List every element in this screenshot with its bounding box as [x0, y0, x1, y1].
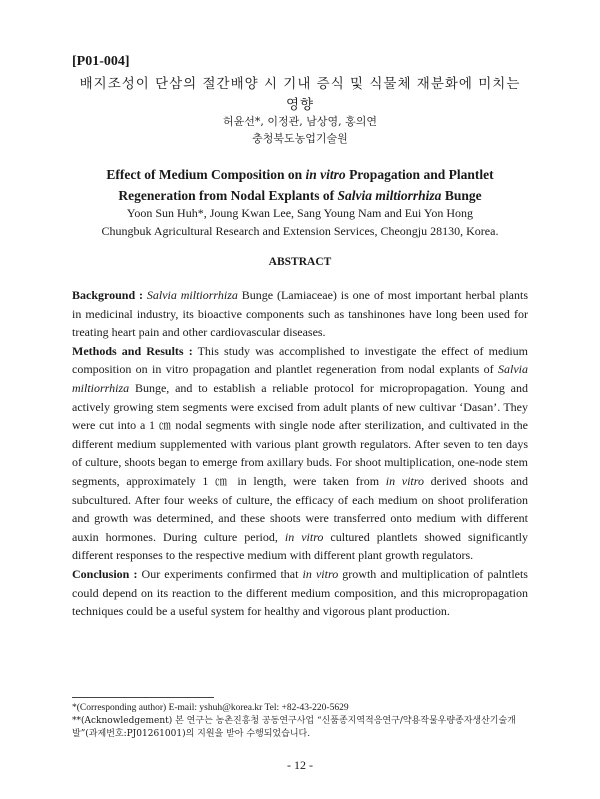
methods-text: cultured plantlets showed significantly different responses to the respective medium with different plant growth regulators. — [72, 529, 528, 563]
footnote-divider — [72, 697, 214, 698]
korean-title: 배지조성이 단삼의 절간배양 시 기내 증식 및 식물체 재분화에 미치는 영향 — [79, 76, 521, 113]
background-label: Background : — [72, 288, 144, 302]
methods-paragraph — [72, 342, 528, 565]
title-part: Effect of Medium Composition on — [106, 167, 306, 182]
conclusion-label: Conclusion : — [72, 566, 138, 581]
title-italic: in vitro — [305, 167, 346, 182]
methods-label: Methods and Results : — [72, 343, 193, 358]
abstract-body — [72, 286, 528, 621]
poster-code: [P01-004] — [72, 54, 130, 69]
methods-text: Bunge, and to establish a reliable protocol for micropropagation. Young and actively growing stem segments were excised from adult plants of new cultivar ‘Dasan’. They were cut into a 1 ㎝ nodal segments with single node after sterilization, and cultivated in the different medium supplemented with various plant growth regulators. After seven to ten days of culture, shoots began to emerge from axillary buds. For shoot multiplication, one-node stem segments, approximately 1 ㎝ in length, were taken from — [72, 380, 528, 488]
in-vitro-italic: in vitro — [385, 473, 424, 488]
in-vitro-italic: in vitro — [302, 566, 339, 581]
english-affiliation: Chungbuk Agricultural Research and Extension Services, Cheongju 28130, Korea. — [101, 224, 499, 238]
title-part: Propagation and Plantlet Regeneration from Nodal Explants of — [118, 167, 494, 203]
korean-affiliation: 충청북도농업기술원 — [252, 132, 348, 145]
in-vitro-italic: in vitro — [284, 529, 324, 544]
page-number: - 12 - — [287, 758, 313, 772]
acknowledgement-footnote: **(Acknowledgement) 본 연구는 농촌진흥청 공동연구사업 “신품종지역적응연구/약용작물우량종자생산기술개발”(과제번호:PJ01261001)의 지원을 받아 수행되었습니다. — [72, 716, 516, 739]
english-authors: Yoon Sun Huh*, Joung Kwan Lee, Sang Young Nam and Eui Yon Hong — [126, 206, 474, 220]
abstract-heading: ABSTRACT — [268, 256, 332, 268]
species-name: Salvia miltiorrhiza — [72, 362, 528, 395]
corresponding-footnote: *(Corresponding author) E-mail: yshuh@korea.kr Tel: +82-43-220-5629 — [72, 703, 349, 713]
methods-text: derived shoots and subcultured. After four weeks of culture, the efficacy of each medium on shoot proliferation and growth was determined, and these shoots were transferred onto medium with different auxin hormones. During culture period, — [72, 473, 528, 544]
background-paragraph — [72, 286, 528, 342]
methods-text: This study was accomplished to investigate the effect of medium composition on in vitro propagation and plantlet regeneration from nodal explants of — [72, 343, 528, 377]
conclusion-paragraph — [72, 565, 528, 621]
korean-authors: 허윤선*, 이정관, 남상영, 홍의연 — [223, 115, 377, 128]
background-text: Bunge (Lamiaceae) is one of most important herbal plants in medicinal industry, its bioactive components such as tanshinones have long been used for treating heart pain and other cardiovascular diseases. — [72, 288, 529, 340]
species-name: Salvia miltiorrhiza — [146, 288, 238, 302]
title-part: Bunge — [441, 188, 482, 203]
conclusion-text: growth and multiplication of palntlets could depend on its reaction to the different medium composition, and this micropropagation techniques could be a useful system for healthy and vigorous plant production. — [72, 566, 528, 619]
english-title — [70, 164, 530, 206]
title-species: Salvia miltiorrhiza — [337, 188, 442, 203]
conclusion-text: Our experiments confirmed that — [137, 566, 303, 581]
